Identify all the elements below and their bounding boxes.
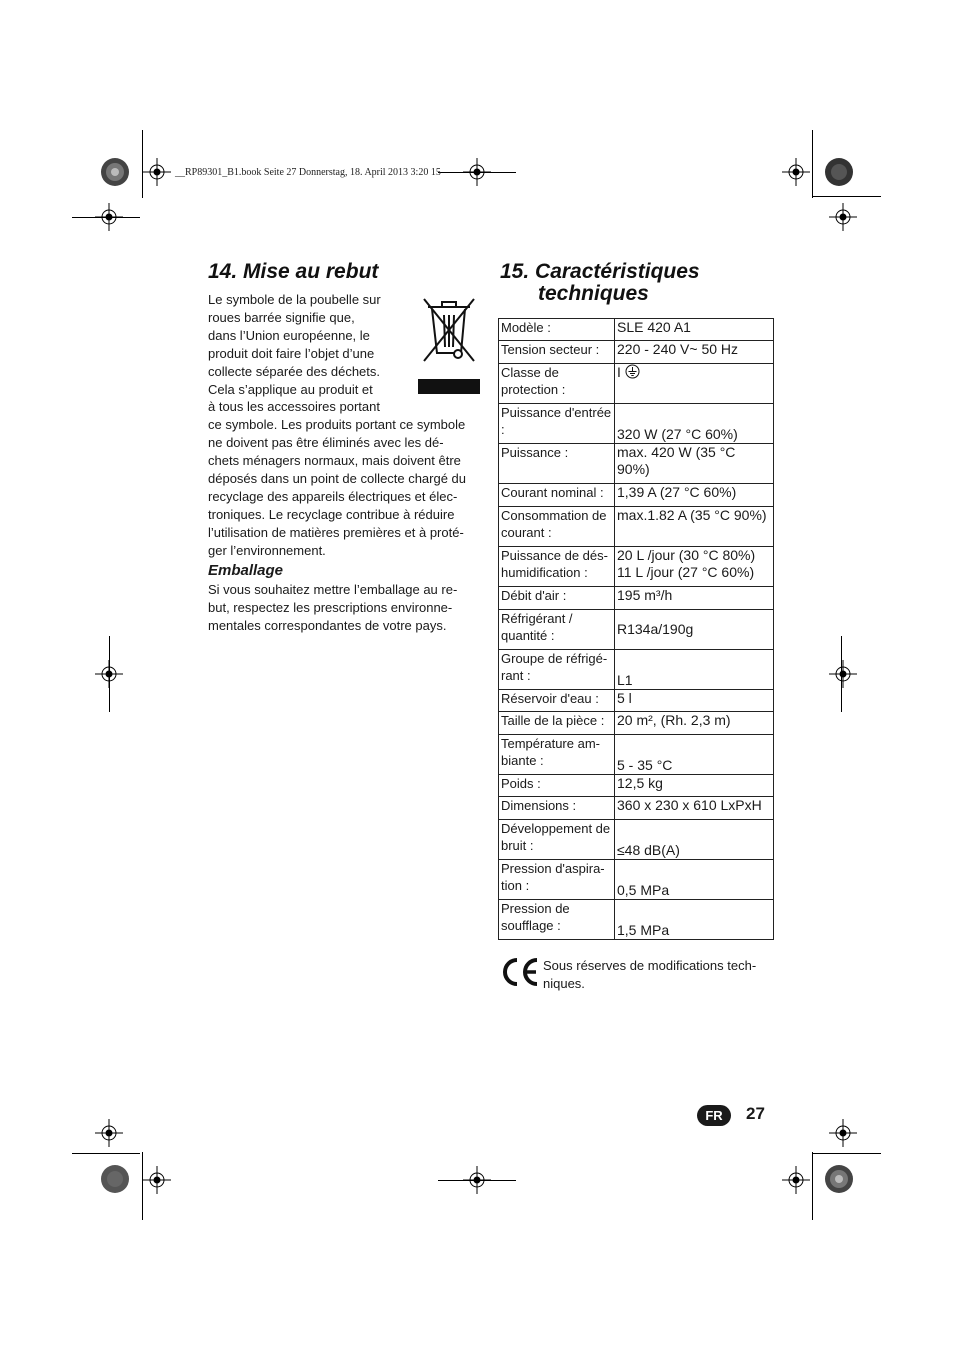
color-bar-icon xyxy=(100,157,130,187)
table-row xyxy=(499,547,774,587)
table-row xyxy=(499,507,774,547)
spec-value-protection-class: I xyxy=(615,364,774,404)
registration-mark-icon xyxy=(829,660,857,688)
section-15-title-line2: techniques xyxy=(538,282,649,305)
registration-mark-icon xyxy=(463,1166,491,1194)
spec-value: 360 x 230 x 610 LxPxH xyxy=(615,797,774,820)
spec-value: L1 xyxy=(615,650,774,690)
table-row xyxy=(499,610,774,650)
registration-mark-icon xyxy=(95,203,123,231)
print-header: __RP89301_B1.book Seite 27 Donnerstag, 18. April 2013 3:20 15 xyxy=(175,167,441,178)
spec-key: Tension secteur : xyxy=(499,341,615,364)
spec-value: 20 m², (Rh. 2,3 m) xyxy=(615,712,774,735)
spec-key: Taille de la pièce : xyxy=(499,712,615,735)
spec-value: 5 - 35 °C xyxy=(615,735,774,775)
table-row xyxy=(499,690,774,712)
spec-key: Courant nominal : xyxy=(499,484,615,507)
registration-mark-icon xyxy=(95,660,123,688)
table-row xyxy=(499,319,774,341)
table-row xyxy=(499,735,774,775)
spec-key: Développement de bruit : xyxy=(499,820,615,860)
spec-key: Modèle : xyxy=(499,319,615,341)
crop-mark xyxy=(72,1153,140,1154)
spec-key: Dimensions : xyxy=(499,797,615,820)
registration-mark-icon xyxy=(829,203,857,231)
ground-symbol-icon xyxy=(625,364,640,379)
spec-value: 195 m³/h xyxy=(615,587,774,610)
spec-value: 220 - 240 V~ 50 Hz xyxy=(615,341,774,364)
spec-value: 20 L /jour (30 °C 80%) 11 L /jour (27 °C 60%) xyxy=(615,547,774,587)
table-row xyxy=(499,444,774,484)
section-14-title: 14. Mise au rebut xyxy=(208,260,379,283)
spec-key: Classe de protection : xyxy=(499,364,615,404)
table-row xyxy=(499,820,774,860)
crop-mark xyxy=(813,196,881,197)
spec-key: Groupe de réfrigé-rant : xyxy=(499,650,615,690)
spec-value: 1,5 MPa xyxy=(615,900,774,940)
registration-mark-icon xyxy=(782,1166,810,1194)
page-number: 27 xyxy=(746,1104,765,1123)
spec-key: Réfrigérant / quantité : xyxy=(499,610,615,650)
table-row xyxy=(499,900,774,940)
disposal-paragraph: Le symbole de la poubelle sur roues barrée signifie que, dans l’Union européenne, le produit doit faire l’objet d’une collecte séparée des déchets. Cela s’applique au produit et à tous les accessoires portant ce symbole. Les produits portant ce symbole ne doivent pas être éliminés avec les dé- chets ménagers normaux, mais doivent être déposés dans un point de collecte chargé du recyclage des appareils électriques et élec- troniques. Le recyclage contribue à réduire l’utilisation de matières premières et à proté- ger l’environnement. xyxy=(208,292,467,558)
spec-value: 0,5 MPa xyxy=(615,860,774,900)
crop-mark xyxy=(813,1153,881,1154)
svg-text:CE: CE xyxy=(499,956,501,957)
spec-key: Puissance de dés-humidification : xyxy=(499,547,615,587)
spec-key: Consommation de courant : xyxy=(499,507,615,547)
spec-key: Réservoir d'eau : xyxy=(499,690,615,712)
registration-mark-icon xyxy=(95,1119,123,1147)
color-bar-icon xyxy=(824,1164,854,1194)
table-row xyxy=(499,712,774,735)
spec-key: Poids : xyxy=(499,775,615,797)
spec-value: R134a/190g xyxy=(615,610,774,650)
registration-mark-icon xyxy=(143,1166,171,1194)
packaging-paragraph: Si vous souhaitez mettre l’emballage au re- but, respectez les prescriptions environne- mentales correspondantes de votre pays. xyxy=(208,582,458,633)
ce-mark-icon xyxy=(499,956,541,988)
spec-key: Puissance d'entrée : xyxy=(499,404,615,444)
packaging-subheading: Emballage xyxy=(208,562,284,579)
specifications-table xyxy=(498,318,774,940)
registration-mark-icon xyxy=(143,158,171,186)
spec-value: 12,5 kg xyxy=(615,775,774,797)
language-badge: FR xyxy=(697,1105,731,1126)
table-row xyxy=(499,484,774,507)
spec-value: SLE 420 A1 xyxy=(615,319,774,341)
table-row xyxy=(499,860,774,900)
spec-value: ≤48 dB(A) xyxy=(615,820,774,860)
spec-key: Température am-biante : xyxy=(499,735,615,775)
table-row xyxy=(499,364,774,404)
crop-mark xyxy=(812,130,813,198)
spec-value: 1,39 A (27 °C 60%) xyxy=(615,484,774,507)
spec-key: Puissance : xyxy=(499,444,615,484)
ce-note: Sous réserves de modifications tech- niques. xyxy=(543,958,757,991)
table-row xyxy=(499,341,774,364)
spec-key: Débit d'air : xyxy=(499,587,615,610)
table-row xyxy=(499,797,774,820)
spec-key: Pression d'aspira-tion : xyxy=(499,860,615,900)
spec-key: Pression de soufflage : xyxy=(499,900,615,940)
table-row xyxy=(499,404,774,444)
spec-value: max. 420 W (35 °C 90%) xyxy=(615,444,774,484)
spec-value: 5 l xyxy=(615,690,774,712)
table-row xyxy=(499,650,774,690)
spec-value: max.1.82 A (35 °C 90%) xyxy=(615,507,774,547)
spec-value: 320 W (27 °C 60%) xyxy=(615,404,774,444)
table-row xyxy=(499,587,774,610)
registration-mark-icon xyxy=(829,1119,857,1147)
registration-mark-icon xyxy=(782,158,810,186)
registration-mark-icon xyxy=(463,158,491,186)
table-row xyxy=(499,775,774,797)
color-bar-icon xyxy=(824,157,854,187)
color-bar-icon xyxy=(100,1164,130,1194)
section-15-title: 15. Caractéristiques xyxy=(500,260,700,283)
crop-mark xyxy=(812,1152,813,1220)
